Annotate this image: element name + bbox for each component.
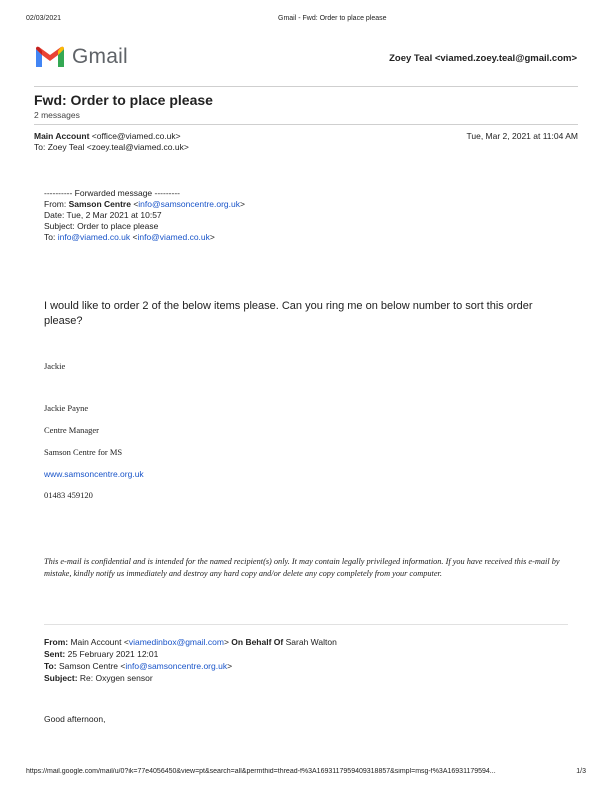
quoted-to-close: >	[227, 661, 233, 671]
forward-to-link[interactable]: info@viamed.co.uk	[57, 232, 131, 242]
header-divider	[34, 86, 578, 87]
message-count: 2 messages	[34, 110, 80, 120]
forward-divider: ---------- Forwarded message ---------	[44, 188, 180, 198]
forward-from-name: Samson Centre	[68, 199, 131, 209]
gmail-envelope-icon	[34, 45, 66, 69]
quoted-sent	[44, 649, 158, 659]
forward-to-close: >	[209, 232, 215, 242]
quoted-behalf-name: Sarah Walton	[285, 637, 337, 647]
forward-from	[44, 199, 245, 209]
quoted-from-label: From:	[44, 637, 69, 647]
print-url: https://mail.google.com/mail/u/0?ik=77e4056450&view=pt&search=all&permthid=thread-f%3A1693117959409318857&simpl=msg-f%3A16931179594...	[26, 768, 496, 775]
signature-title: Centre Manager	[44, 425, 99, 435]
order-request-text: I would like to order 2 of the below items please. Can you ring me on below number to sort this order please?	[44, 300, 533, 327]
quoted-subject	[44, 673, 153, 683]
forward-to-open: <	[130, 232, 138, 242]
quoted-from-open: <	[123, 637, 129, 647]
sender-email: <office@viamed.co.uk>	[91, 131, 181, 141]
forward-date: Date: Tue, 2 Mar 2021 at 10:57	[44, 210, 162, 220]
quoted-subject-value: Re: Oxygen sensor	[79, 673, 153, 683]
quoted-subject-label: Subject:	[44, 673, 78, 683]
quoted-sent-value: 25 February 2021 12:01	[67, 649, 159, 659]
signature-name: Jackie Payne	[44, 403, 89, 413]
message-date: Tue, Mar 2, 2021 at 11:04 AM	[466, 131, 578, 141]
forward-subject: Subject: Order to place please	[44, 221, 159, 231]
message-to: To: Zoey Teal <zoey.teal@viamed.co.uk>	[34, 142, 189, 152]
confidentiality-disclaimer: This e-mail is confidential and is intended for the named recipient(s) only. It may contain legally privileged information. If you have received this e-mail by mistake, kindly notify us immediately and destroy any hard copy and/or delete any copy completely from your computer.	[44, 557, 560, 578]
forward-from-close: >	[240, 199, 245, 209]
quoted-from	[44, 637, 337, 647]
forward-from-email-link[interactable]: info@samsoncentre.org.uk	[138, 199, 240, 209]
signature-phone: 01483 459120	[44, 490, 93, 500]
quoted-from-close: >	[223, 637, 229, 647]
quoted-to-email-link[interactable]: info@samsoncentre.org.uk	[125, 661, 228, 671]
quoted-to-label: To:	[44, 661, 57, 671]
quoted-to-name: Samson Centre	[58, 661, 119, 671]
thread-divider	[34, 124, 578, 125]
message-from	[34, 131, 181, 141]
gmail-logo[interactable]	[34, 44, 130, 70]
signature-org: Samson Centre for MS	[44, 447, 123, 457]
gmail-wordmark: Gmail	[72, 45, 128, 68]
signature-short: Jackie	[44, 361, 66, 371]
account-user: Zoey Teal <viamed.zoey.teal@gmail.com>	[389, 53, 577, 64]
forward-to-email-link[interactable]: info@viamed.co.uk	[137, 232, 210, 242]
quoted-to	[44, 661, 232, 671]
sender-name: Main Account	[34, 131, 90, 141]
quoted-divider	[44, 624, 568, 625]
quoted-behalf-label: On Behalf Of	[231, 637, 284, 647]
quoted-sent-label: Sent:	[44, 649, 66, 659]
thread-subject: Fwd: Order to place please	[34, 92, 213, 108]
print-title: Gmail - Fwd: Order to place please	[278, 15, 387, 22]
forward-to-label: To:	[44, 232, 56, 242]
page-number: 1/3	[576, 768, 586, 775]
forward-from-open: <	[133, 199, 139, 209]
quoted-greeting: Good afternoon,	[44, 714, 106, 724]
quoted-from-name: Main Account	[70, 637, 122, 647]
forward-to	[44, 232, 215, 242]
print-date: 02/03/2021	[26, 15, 62, 22]
forward-from-label: From:	[44, 199, 67, 209]
signature-website-link[interactable]: www.samsoncentre.org.uk	[44, 469, 144, 479]
quoted-from-email-link[interactable]: viamedinbox@gmail.com	[128, 637, 224, 647]
quoted-to-open: <	[120, 661, 126, 671]
